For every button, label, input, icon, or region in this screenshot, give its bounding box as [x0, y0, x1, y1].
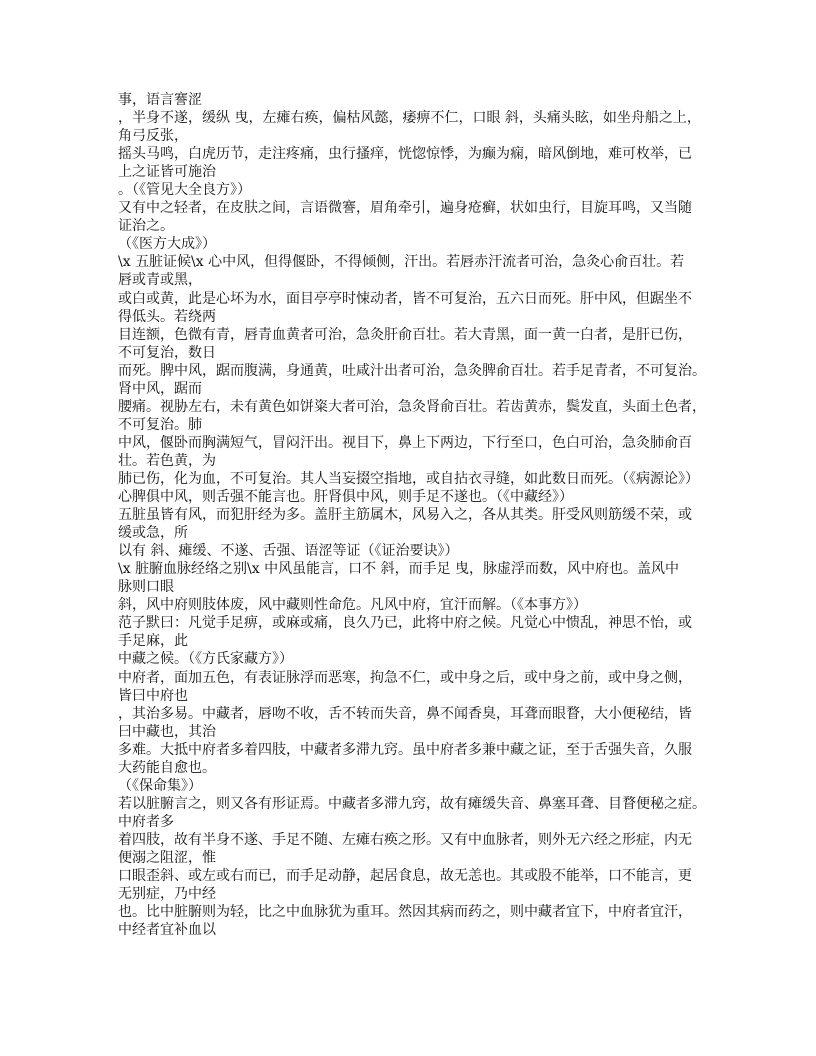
text-line: 证治之。	[118, 218, 174, 235]
text-line: \x 五脏证候\x 心中风，但得偃卧，不得倾侧，汗出。若唇赤汗流者可治，急灸心俞百壮。若	[118, 254, 685, 271]
text-line: 手足麻，此	[118, 633, 188, 650]
text-line: 摇头马鸣，白虎历节，走注疼痛，虫行搔痒，恍惚惊悸，为癫为痫，暗风倒地，难可枚举，已	[118, 146, 692, 163]
text-line: ，其治多易。中藏者，唇吻不收，舌不转而失音，鼻不闻香臭，耳聋而眼瞀，大小便秘结，皆	[118, 705, 692, 722]
text-line: 若以脏腑言之，则又各有形证焉。中藏者多滞九窍，故有瘫缓失音、鼻塞耳聋、目瞀便秘之症。	[118, 795, 706, 812]
text-line: 斜，风中府则肢体废，风中藏则性命危。凡风中府，宜汗而解。（《本事方》）	[118, 597, 587, 614]
text-line: 事，语言謇涩	[118, 92, 202, 108]
text-line: ，半身不遂，缓纵 曳，左瘫右痪，偏枯风懿，痿痹不仁，口眼 斜，头痛头眩，如坐舟船之上，	[118, 110, 701, 127]
text-line: 皆曰中府也	[118, 687, 188, 704]
text-line: 壮。若色黄，为	[118, 452, 216, 469]
text-line: 得低头。若绕两	[118, 308, 216, 325]
text-line: 而死。脾中风，踞而腹满，身通黄，吐咸汁出者可治，急灸脾俞百壮。若手足青者，不可复治。	[118, 362, 706, 379]
text-line: 脉则口眼	[118, 579, 174, 596]
text-line: 腰痛。视胁左右，未有黄色如饼粢大者可治，急灸肾俞百壮。若齿黄赤，鬓发直，头面土色者，	[118, 398, 706, 415]
text-line: 中藏之候。（《方氏家藏方》）	[118, 651, 293, 668]
text-line: 肺已伤，化为血，不可复治。其人当妄掇空指地，或自拈衣寻缝，如此数日而死。（《病源论》）	[118, 470, 699, 487]
text-line: 也。比中脏腑则为轻，比之中血脉犹为重耳。然因其病而药之，则中藏者宜下，中府者宜汗，	[118, 904, 692, 921]
text-line: （《医方大成》）	[118, 236, 216, 253]
text-line: 上之证皆可施治	[118, 164, 216, 181]
text-line: 不可复治，数日	[118, 344, 216, 361]
text-line: 角弓反张，	[118, 128, 188, 145]
text-line: 中经者宜补血以	[118, 922, 216, 939]
text-line: （《保命集》）	[118, 777, 202, 794]
text-line: \x 脏腑血脉经络之别\x 中风虽能言，口不 斜，而手足 曳，脉虚浮而数，风中府也。盖风中	[118, 561, 680, 578]
text-line: 心脾俱中风，则舌强不能言也。肝肾俱中风，则手足不遂也。（《中藏经》）	[118, 489, 573, 506]
text-line: 中府者，面加五色，有表证脉浮而恶寒，拘急不仁，或中身之后，或中身之前，或中身之侧，	[118, 669, 692, 686]
text-line: 口眼歪斜、或左或右而已，而手足动静，起居食息，故无恙也。其或股不能举，口不能言，更	[118, 868, 692, 885]
text-line: 中府者多	[118, 813, 174, 830]
text-line: 或白或黄，此是心坏为水，面目亭亭时悚动者，皆不可复治，五六日而死。肝中风，但踞坐不	[118, 290, 692, 307]
text-line: 肾中风，踞而	[118, 380, 202, 397]
text-line: 着四肢，故有半身不遂、手足不随、左瘫右痪之形。又有中血脉者，则外无六经之形症，内无	[118, 831, 692, 848]
text-line: 唇或青或黑，	[118, 272, 202, 289]
text-line: 无别症，乃中经	[118, 886, 216, 903]
text-line: 又有中之轻者，在皮肤之间，言语微謇，眉角牵引，遍身疮癣，状如虫行，目旋耳鸣，又当随	[118, 200, 692, 217]
document-page	[118, 91, 718, 939]
text-line: 五脏虽皆有风，而犯肝经为多。盖肝主筋属木，风易入之，各从其类。肝受风则筋缓不荣，或	[118, 507, 692, 524]
text-line: 以有 斜、瘫缓、不遂、舌强、语涩等证（《证治要诀》）	[118, 543, 459, 560]
text-line: 便溺之阻涩，惟	[118, 849, 216, 866]
text-line: 。（《管见大全良方》）	[118, 182, 251, 199]
text-line: 中风，偃卧而胸满短气，冒闷汗出。视目下，鼻上下两边，下行至口，色白可治，急灸肺俞百	[118, 434, 692, 451]
text-line: 曰中藏也，其治	[118, 723, 216, 740]
text-line: 范子默曰：凡觉手足痹，或麻或痛，良久乃已，此将中府之候。凡觉心中愦乱，神思不怡，或	[118, 615, 692, 632]
text-line: 目连额，色微有青，唇青血黄者可治，急灸肝俞百壮。若大青黑，面一黄一白者，是肝已伤，	[118, 326, 692, 343]
text-line: 大药能自愈也。	[118, 759, 216, 776]
text-line: 不可复治。肺	[118, 416, 202, 433]
text-line: 缓或急，所	[118, 525, 188, 542]
text-line: 多难。大抵中府者多着四肢，中藏者多滞九窍。虽中府者多兼中藏之证，至于舌强失音，久服	[118, 741, 692, 758]
